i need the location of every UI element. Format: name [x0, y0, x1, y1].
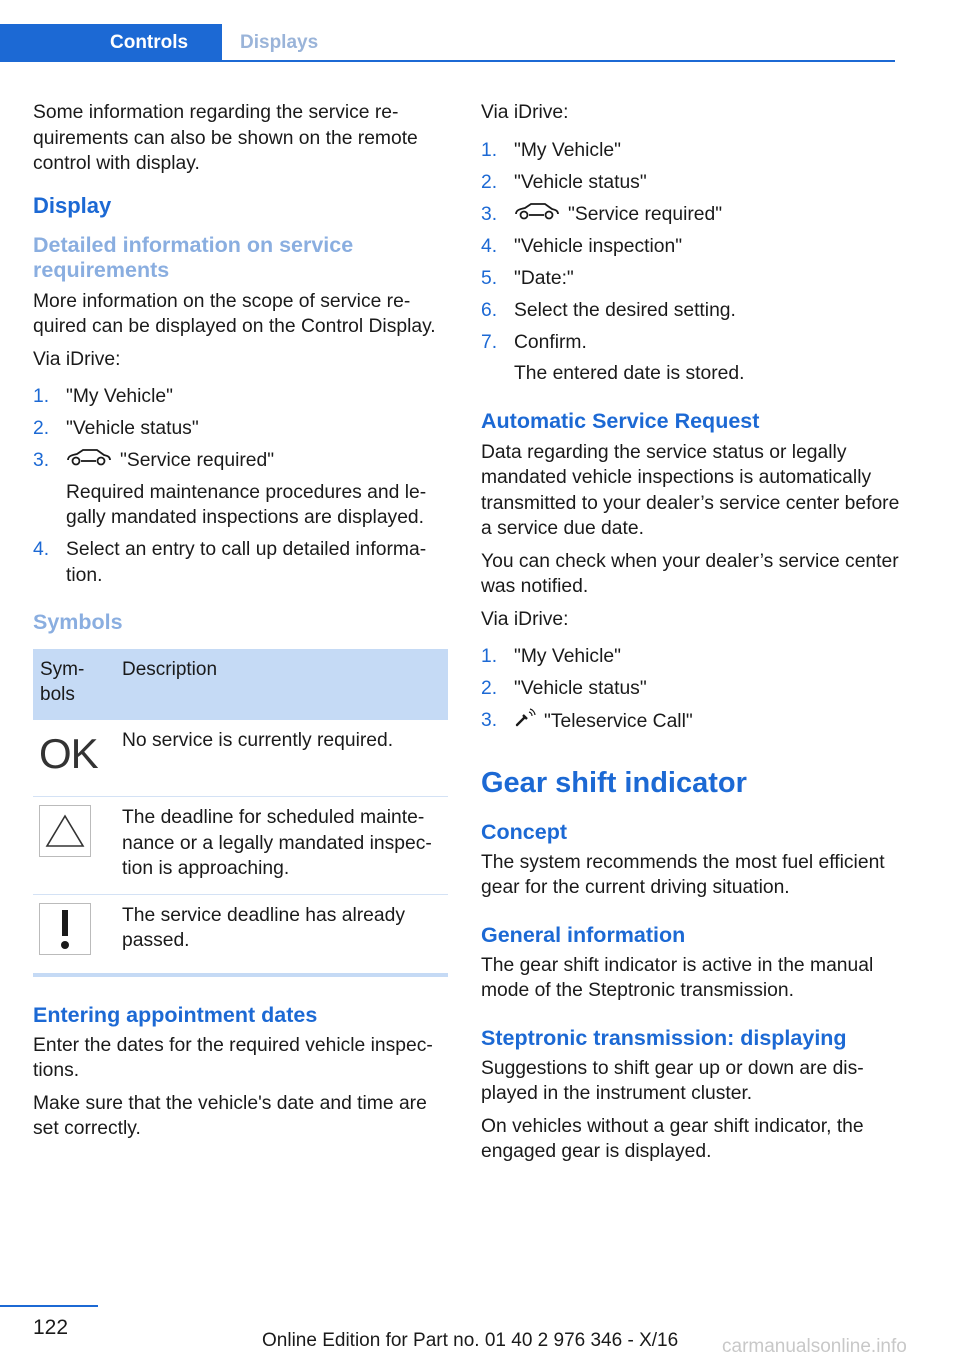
heading-symbols: Symbols: [33, 610, 123, 635]
list-item: 3. "Service required" Required maintenance procedures and legally mandated inspections are displayed.: [33, 450, 427, 529]
list-item: 2. "Vehicle status": [33, 418, 199, 439]
right-steps-list-2: [481, 644, 901, 736]
list-item: 7. Confirm. The entered date is stored.: [481, 331, 745, 385]
left-steps-list: [33, 384, 448, 588]
list-item: 1. "My Vehicle": [481, 646, 621, 668]
intro-paragraph: Some information regarding the service requirements can also be shown on the remote control with display.: [33, 102, 418, 174]
steptronic-text-2: On vehicles without a gear shift indicator, the engaged gear is displayed.: [481, 1115, 864, 1163]
heading-concept: Concept: [481, 819, 567, 844]
list-item: 4. "Vehicle inspection": [481, 235, 683, 257]
table-row: [33, 797, 448, 895]
heading-display: Display: [33, 192, 112, 218]
general-text: The gear shift indicator is active in the manual mode of the Steptronic transmission.: [481, 954, 874, 1002]
table-row: [33, 894, 448, 973]
header-rule: [0, 60, 895, 62]
edition-info: Online Edition for Part no. 01 40 2 976 346 - X/16: [262, 1330, 679, 1351]
footer-rule: [0, 1305, 98, 1307]
concept-text: The system recommends the most fuel efficient gear for the current driving situation.: [481, 851, 885, 899]
list-item: 5. "Date:": [481, 267, 574, 289]
page-number: 122: [33, 1316, 69, 1339]
list-item: 3. "Teleservice Call": [481, 708, 901, 736]
heading-entering-dates: Entering appointment dates: [33, 1002, 318, 1027]
tab-controls[interactable]: Controls: [0, 24, 222, 60]
table-row: [33, 720, 448, 797]
right-steps-list: [481, 138, 901, 387]
car-service-icon: [66, 448, 112, 474]
ok-symbol-cell: [33, 720, 115, 797]
table-cell-description: No service is currently required.: [115, 720, 448, 797]
warning-triangle-icon: [39, 805, 91, 857]
list-item: 6. Select the desired setting.: [481, 299, 736, 321]
via-idrive-label-2: Via iDrive:: [481, 608, 569, 630]
entering-text-1: Enter the dates for the required vehicle inspections.: [33, 1034, 433, 1082]
list-item: 2. "Vehicle status": [481, 678, 647, 700]
heading-general-information: General information: [481, 922, 686, 947]
table-bottom-rule: [33, 973, 448, 977]
entering-text-2: Make sure that the vehicle's date and time are set correctly.: [33, 1092, 427, 1140]
steptronic-text-1: Suggestions to shift gear up or down are displayed in the instrument cluster.: [481, 1057, 864, 1105]
list-item: 2. "Vehicle status": [481, 171, 647, 193]
heading-automatic-service-request: Automatic Service Request: [481, 408, 760, 433]
asr-text-2: You can check when your dealer’s service center was notified.: [481, 550, 899, 598]
asr-text-1: Data regarding the service status or legally mandated vehicle inspections is automatically transmitted to your dealer’s service center before a service due date.: [481, 441, 900, 540]
symbols-table: [33, 649, 448, 973]
watermark: carmanualsonline.info: [722, 1336, 907, 1357]
table-header-row: [33, 649, 448, 720]
chapter-tabs: [0, 24, 895, 62]
ok-icon: OK: [39, 730, 98, 778]
heading-steptronic-displaying: Steptronic transmission: displaying: [481, 1025, 847, 1050]
heading-detailed-info: Detailed information on service requirements: [33, 232, 354, 282]
tab-displays[interactable]: Displays: [222, 24, 342, 60]
exclamation-icon: [39, 903, 91, 955]
table-header-description: Description: [115, 649, 448, 720]
teleservice-wrench-icon: [514, 708, 536, 736]
list-item: 4. Select an entry to call up detailed information.: [33, 539, 427, 586]
car-service-icon: [514, 202, 560, 228]
table-cell-description: The service deadline has already passed.: [122, 904, 405, 952]
left-column: [33, 100, 448, 1149]
table-header-symbols: Symbols: [33, 649, 115, 720]
table-cell-description: The deadline for scheduled maintenance or a legally mandated inspection is approaching.: [115, 797, 448, 895]
right-column: [481, 100, 901, 1172]
detailed-info-text: More information on the scope of service required can be displayed on the Control Display.: [33, 290, 436, 337]
heading-gear-shift-indicator: Gear shift indicator: [481, 766, 747, 799]
list-item: 1. "My Vehicle": [33, 386, 173, 407]
via-idrive-label: Via iDrive:: [481, 102, 569, 123]
warning-symbol-cell: [33, 797, 115, 895]
via-idrive-label: Via iDrive:: [33, 348, 121, 370]
list-item: 3. "Service required": [481, 202, 901, 228]
exclamation-symbol-cell: [33, 894, 115, 973]
list-item: 1. "My Vehicle": [481, 139, 621, 161]
